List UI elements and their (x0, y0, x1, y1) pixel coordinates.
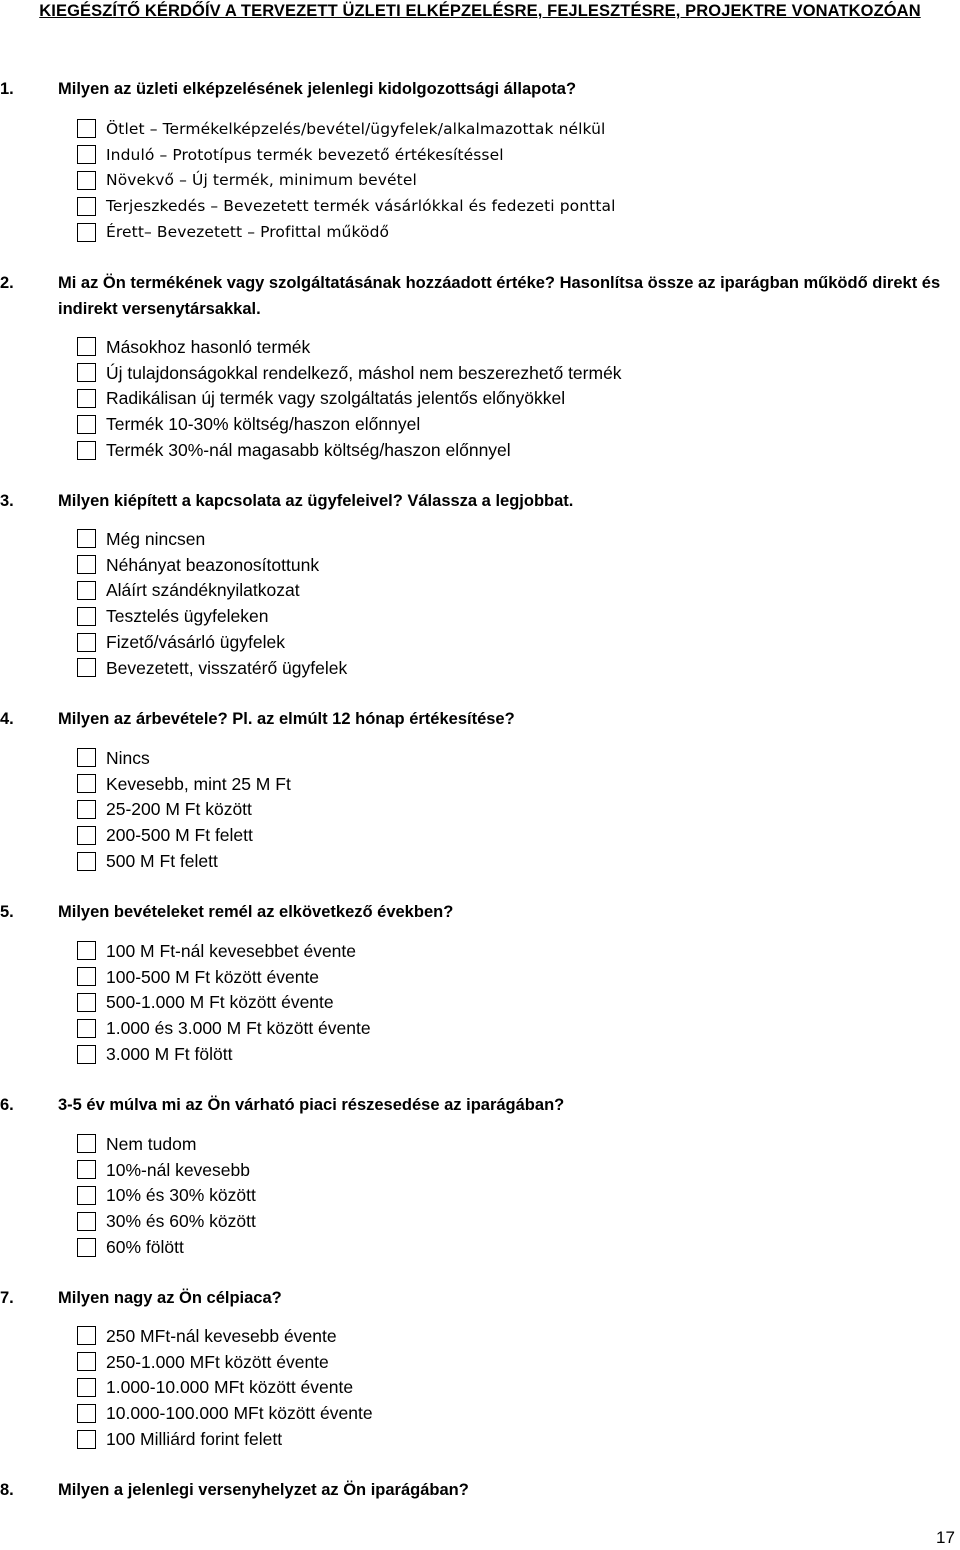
option-item[interactable] (77, 142, 616, 168)
question-5-options (77, 938, 371, 1067)
option-item[interactable] (77, 437, 622, 463)
option-label: 100 M Ft-nál kevesebbet évente (106, 940, 357, 961)
checkbox[interactable] (77, 658, 96, 677)
question-text: Milyen nagy az Ön célpiaca? (58, 1289, 282, 1307)
question-4-options (77, 745, 291, 874)
question-text: Milyen kiépített a kapcsolata az ügyfeleivel? Válassza a legjobbat. (58, 492, 574, 510)
question-text: Mi az Ön termékének vagy szolgáltatásának hozzáadott értéke? Hasonlítsa össze az iparágban működő direkt és indirekt versenytársakkal. (58, 274, 941, 318)
option-label: Másokhoz hasonló termék (106, 336, 311, 357)
option-label: 500 M Ft felett (106, 851, 218, 872)
option-label: 200-500 M Ft felett (106, 825, 253, 846)
checkbox[interactable] (77, 197, 96, 216)
checkbox[interactable] (77, 223, 96, 242)
checkbox[interactable] (77, 1430, 96, 1449)
option-label: Kevesebb, mint 25 M Ft (106, 773, 291, 794)
option-item[interactable] (77, 1157, 256, 1183)
option-item[interactable] (77, 334, 622, 360)
checkbox[interactable] (77, 119, 96, 138)
checkbox[interactable] (77, 941, 96, 960)
option-item[interactable] (77, 1183, 256, 1209)
option-label: 250 MFt-nál kevesebb évente (106, 1325, 337, 1346)
option-item[interactable] (77, 1375, 373, 1401)
question-text: Milyen az üzleti elképzelésének jelenlegi kidolgozottsági állapota? (58, 80, 577, 98)
checkbox[interactable] (77, 748, 96, 767)
option-item[interactable] (77, 771, 291, 797)
question-number: 4. (0, 710, 14, 728)
option-label: Bevezetett, visszatérő ügyfelek (106, 657, 348, 678)
checkbox[interactable] (77, 1378, 96, 1397)
option-item[interactable] (77, 360, 622, 386)
question-number: 8. (0, 1481, 14, 1499)
option-label: 10%-nál kevesebb (106, 1159, 250, 1180)
question-text: 3-5 év múlva mi az Ön várható piaci részesedése az iparágában? (58, 1096, 565, 1114)
checkbox[interactable] (77, 607, 96, 626)
option-label: 10.000-100.000 MFt között évente (106, 1403, 373, 1424)
option-item[interactable] (77, 386, 622, 412)
option-label: Érett– Bevezetett – Profittal működő (106, 223, 390, 242)
option-item[interactable] (77, 822, 291, 848)
option-label: Még nincsen (106, 528, 206, 549)
checkbox[interactable] (77, 1326, 96, 1345)
option-item[interactable] (77, 1426, 373, 1452)
checkbox[interactable] (77, 800, 96, 819)
option-label: 60% fölött (106, 1237, 184, 1258)
checkbox[interactable] (77, 555, 96, 574)
question-3-options (77, 526, 347, 681)
option-label: Fizető/vásárló ügyfelek (106, 632, 285, 653)
option-label: Radikálisan új termék vagy szolgáltatás jelentős előnyökkel (106, 388, 566, 409)
option-item[interactable] (77, 1323, 373, 1349)
option-label: Induló – Prototípus termék bevezető értékesítéssel (106, 145, 504, 164)
option-item[interactable] (77, 745, 291, 771)
option-label: 500-1.000 M Ft között évente (106, 992, 334, 1013)
option-item[interactable] (77, 1208, 256, 1234)
option-item[interactable] (77, 116, 616, 142)
checkbox[interactable] (77, 363, 96, 382)
question-text: Milyen a jelenlegi versenyhelyzet az Ön iparágában? (58, 1481, 469, 1499)
option-item[interactable] (77, 1041, 371, 1067)
question-number: 5. (0, 903, 14, 921)
option-label: Ötlet – Termékelképzelés/bevétel/ügyfelek/alkalmazottak nélkül (106, 119, 606, 138)
checkbox[interactable] (77, 826, 96, 845)
option-label: Tesztelés ügyfeleken (106, 606, 269, 627)
option-item[interactable] (77, 526, 347, 552)
option-label: Terjeszkedés – Bevezetett termék vásárlókkal és fedezeti ponttal (106, 197, 616, 216)
option-item[interactable] (77, 1234, 256, 1260)
question-text: Milyen az árbevétele? Pl. az elmúlt 12 hónap értékesítése? (58, 710, 515, 728)
option-label: Aláírt szándéknyilatkozat (106, 580, 300, 601)
checkbox[interactable] (77, 337, 96, 356)
option-item[interactable] (77, 629, 347, 655)
checkbox[interactable] (77, 774, 96, 793)
option-label: Nem tudom (106, 1133, 197, 1154)
option-label: Termék 30%-nál magasabb költség/haszon előnnyel (106, 440, 511, 461)
question-number: 7. (0, 1289, 14, 1307)
option-label: 100-500 M Ft között évente (106, 966, 320, 987)
document-title: KIEGÉSZÍTŐ KÉRDŐÍV A TERVEZETT ÜZLETI ELKÉPZELÉSRE, FEJLESZTÉSRE, PROJEKTRE VONATKOZÓAN (39, 2, 921, 20)
option-item[interactable] (77, 578, 347, 604)
question-2-options (77, 334, 622, 463)
option-item[interactable] (77, 1400, 373, 1426)
option-label: 100 Milliárd forint felett (106, 1429, 283, 1450)
option-label: 3.000 M Ft fölött (106, 1044, 233, 1065)
checkbox[interactable] (77, 1404, 96, 1423)
option-item[interactable] (77, 1015, 371, 1041)
checkbox[interactable] (77, 633, 96, 652)
option-item[interactable] (77, 219, 616, 245)
option-label: Növekvő – Új termék, minimum bevétel (106, 171, 417, 190)
option-item[interactable] (77, 168, 616, 194)
checkbox[interactable] (77, 171, 96, 190)
checkbox[interactable] (77, 1352, 96, 1371)
option-label: 250-1.000 MFt között évente (106, 1351, 329, 1372)
option-item[interactable] (77, 797, 291, 823)
option-label: 10% és 30% között (106, 1185, 256, 1206)
option-label: Nincs (106, 747, 150, 768)
question-text: Milyen bevételeket remél az elkövetkező években? (58, 903, 454, 921)
checkbox[interactable] (77, 389, 96, 408)
question-1-options (77, 116, 616, 245)
option-label: Termék 10-30% költség/haszon előnnyel (106, 414, 421, 435)
checkbox[interactable] (77, 441, 96, 460)
checkbox[interactable] (77, 1019, 96, 1038)
checkbox[interactable] (77, 1045, 96, 1064)
option-label: 30% és 60% között (106, 1211, 256, 1232)
option-item[interactable] (77, 964, 371, 990)
option-item[interactable] (77, 848, 291, 874)
question-number: 2. (0, 274, 14, 292)
checkbox[interactable] (77, 1160, 96, 1179)
question-6-options (77, 1131, 256, 1260)
question-number: 1. (0, 80, 14, 98)
checkbox[interactable] (77, 852, 96, 871)
option-label: 25-200 M Ft között (106, 799, 252, 820)
checkbox[interactable] (77, 1238, 96, 1257)
option-item[interactable] (77, 655, 347, 681)
question-7-options (77, 1323, 373, 1452)
option-label: 1.000 és 3.000 M Ft között évente (106, 1018, 371, 1039)
checkbox[interactable] (77, 1134, 96, 1153)
option-label: 1.000-10.000 MFt között évente (106, 1377, 354, 1398)
checkbox[interactable] (77, 967, 96, 986)
checkbox[interactable] (77, 415, 96, 434)
question-number: 6. (0, 1096, 14, 1114)
option-item[interactable] (77, 938, 371, 964)
option-item[interactable] (77, 1349, 373, 1375)
option-label: Néhányat beazonosítottunk (106, 554, 320, 575)
option-item[interactable] (77, 552, 347, 578)
checkbox[interactable] (77, 1212, 96, 1231)
checkbox[interactable] (77, 145, 96, 164)
option-item[interactable] (77, 411, 622, 437)
option-label: Új tulajdonságokkal rendelkező, máshol nem beszerezhető termék (106, 362, 622, 383)
page-number: 17 (936, 1528, 955, 1547)
checkbox[interactable] (77, 581, 96, 600)
option-item[interactable] (77, 990, 371, 1016)
checkbox[interactable] (77, 529, 96, 548)
option-item[interactable] (77, 1131, 256, 1157)
option-item[interactable] (77, 603, 347, 629)
checkbox[interactable] (77, 1186, 96, 1205)
question-number: 3. (0, 492, 14, 510)
checkbox[interactable] (77, 993, 96, 1012)
option-item[interactable] (77, 193, 616, 219)
